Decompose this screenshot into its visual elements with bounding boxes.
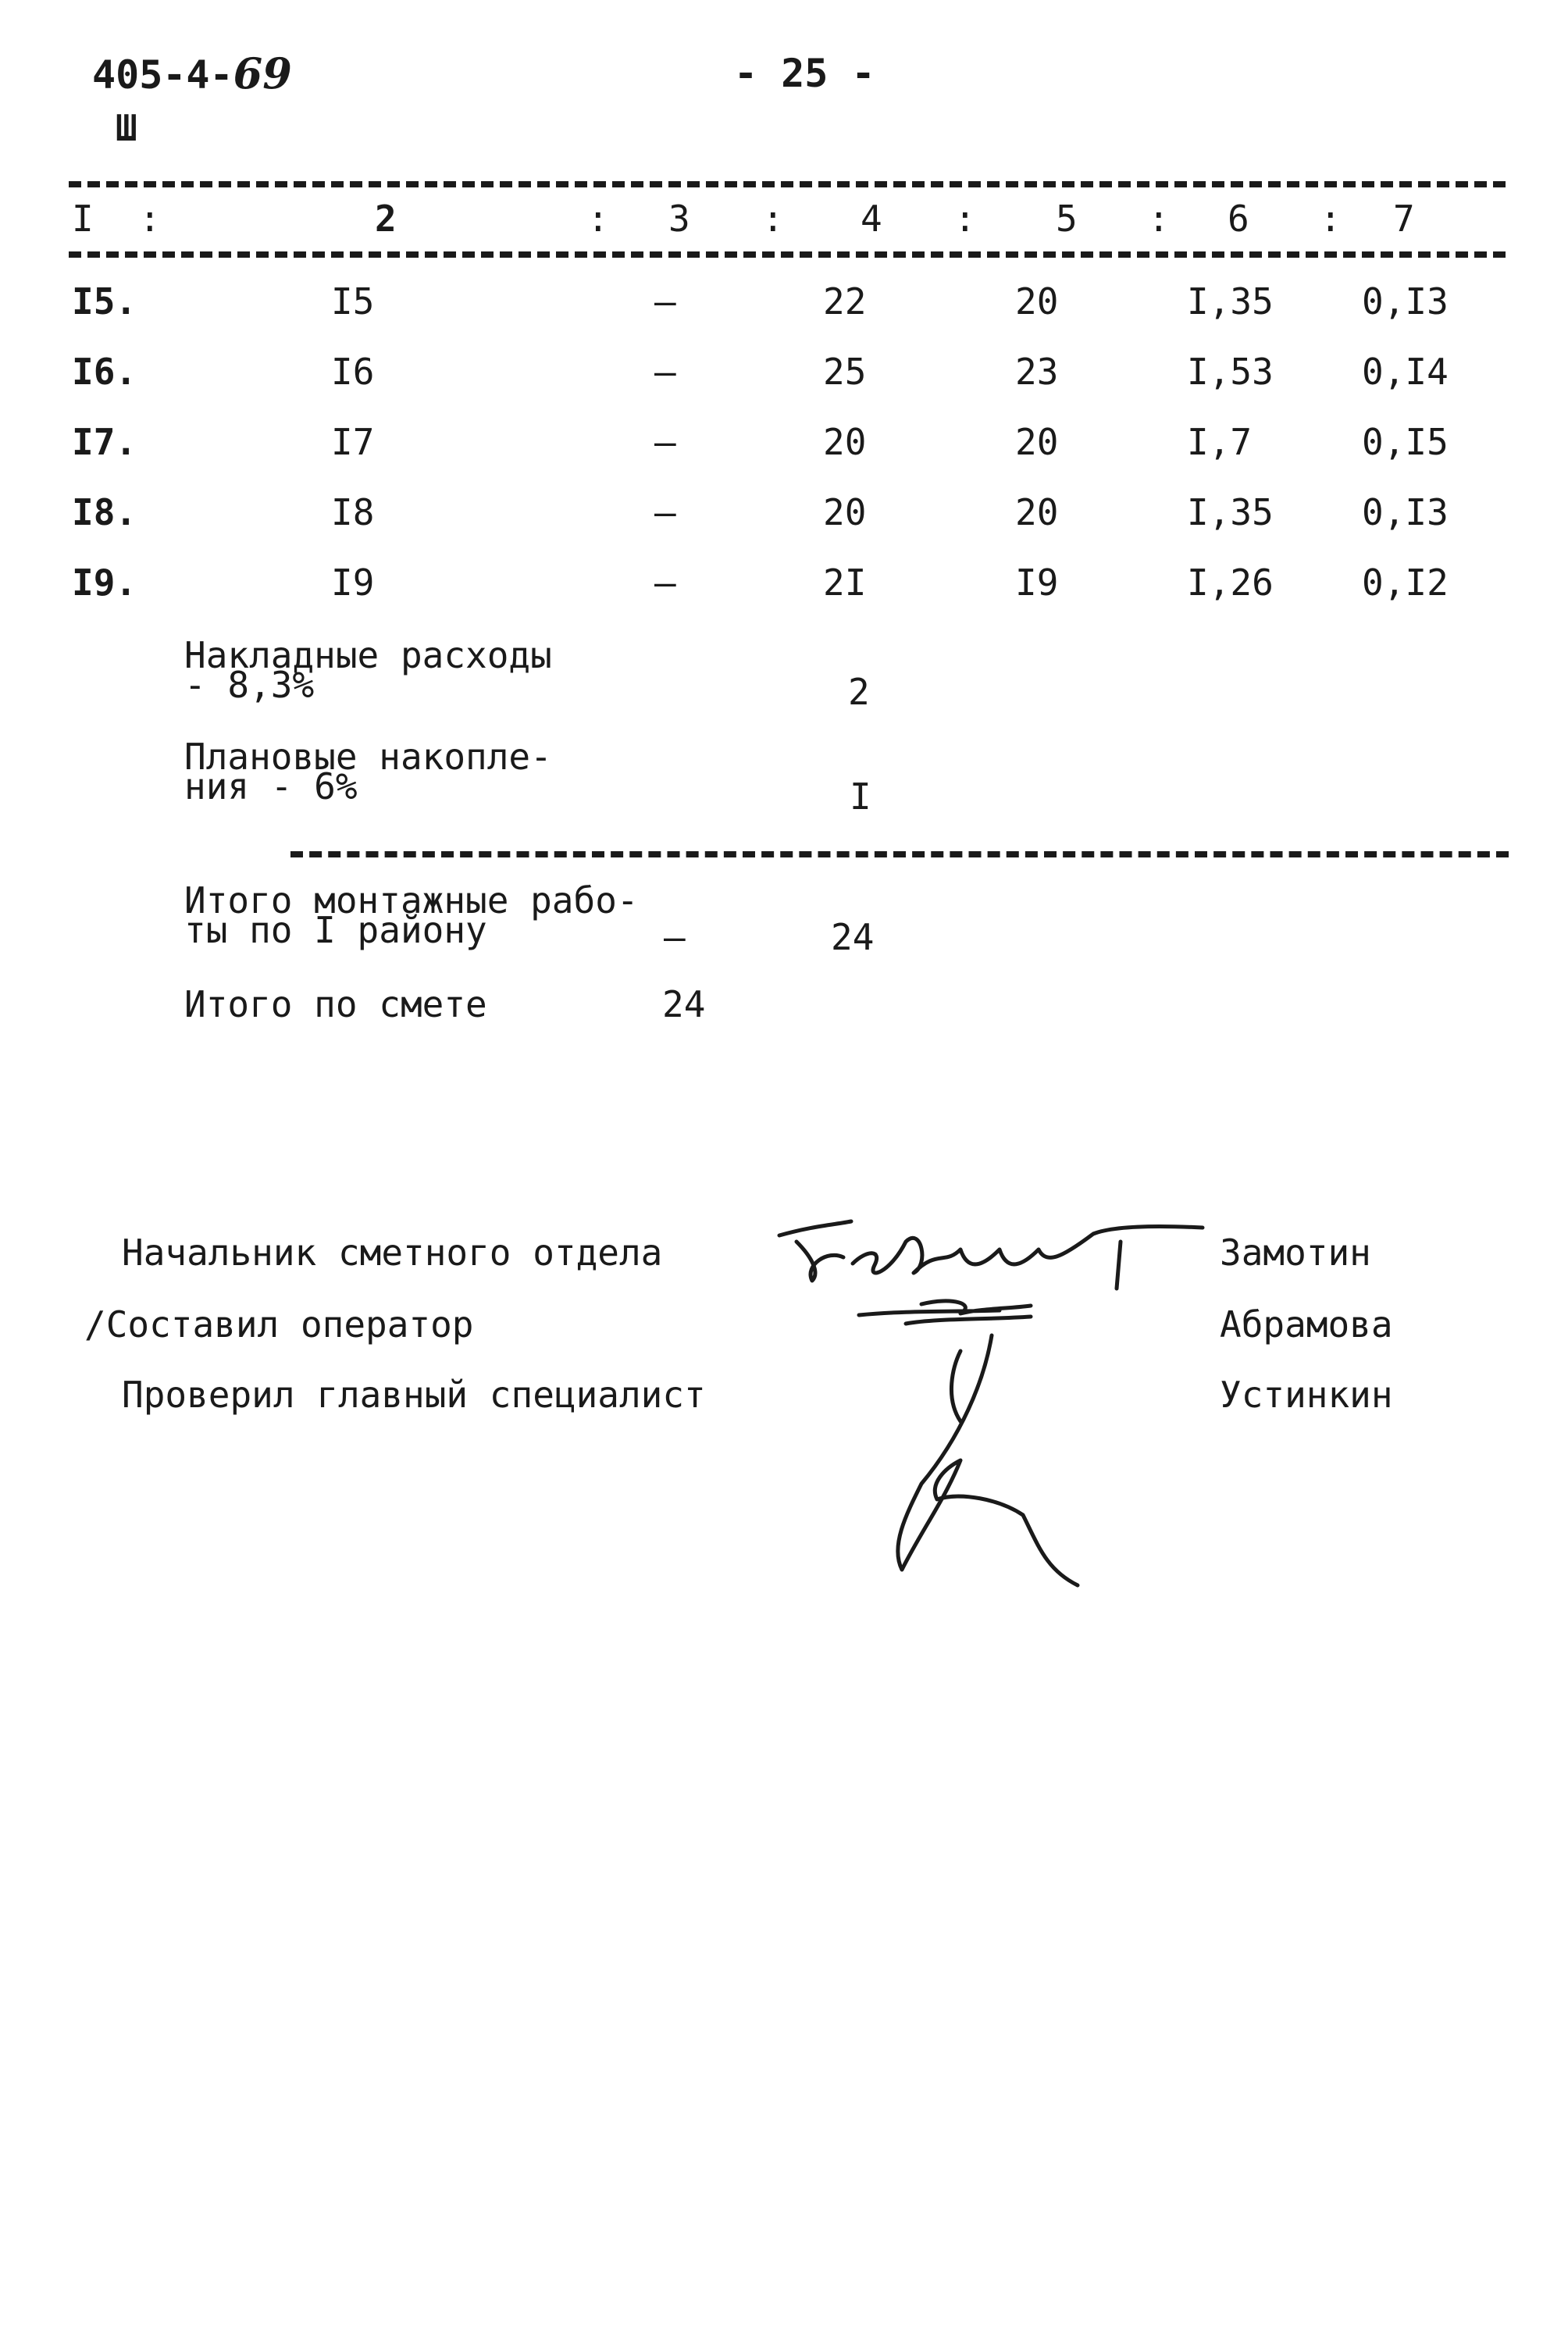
table-header-rule: [69, 251, 1506, 258]
planned-value: I: [850, 775, 871, 818]
table-cell-col6: I,53: [1187, 351, 1274, 393]
document-code-print: 405-4-: [92, 52, 233, 98]
table-cell-col1: I9.: [72, 561, 137, 604]
subtotal-label: [184, 879, 639, 951]
table-cell-col1: I5.: [72, 280, 137, 323]
subtotal-label-line2: ты по I району: [184, 909, 487, 951]
signature-zamotin-stroke: [779, 1221, 1203, 1281]
planned-label-line2: ния - 6%: [184, 765, 358, 807]
signature-zamotin-stroke: [1117, 1242, 1121, 1289]
column-separator: :: [762, 198, 784, 240]
column-separator: :: [587, 198, 609, 240]
column-separator: :: [954, 198, 976, 240]
table-cell-col5: I9: [1015, 561, 1059, 604]
signature-name-2: Абрамова: [1220, 1303, 1393, 1346]
table-cell-col4: 2I: [823, 561, 867, 604]
subtotal-col3: –: [664, 916, 686, 958]
subtotal-rule: [290, 851, 1509, 857]
table-cell-col3: –: [654, 280, 676, 323]
total-value: 24: [662, 983, 706, 1025]
table-cell-col6: I,7: [1187, 421, 1253, 463]
table-header-row: [0, 200, 1568, 239]
table-cell-col7: 0,I3: [1362, 491, 1449, 533]
column-header-3: 3: [668, 198, 690, 240]
table-row: [0, 561, 1568, 604]
table-cell-col4: 22: [823, 280, 867, 323]
signature-role-1: Начальник сметного отдела: [122, 1232, 663, 1274]
table-cell-col7: 0,I4: [1362, 351, 1449, 393]
table-cell-col6: I,35: [1187, 491, 1274, 533]
column-header-7: 7: [1393, 198, 1415, 240]
table-row: [0, 353, 1568, 392]
signature-role-2: /Составил оператор: [84, 1303, 474, 1346]
column-separator: :: [1320, 198, 1342, 240]
column-header-2: 2: [375, 198, 397, 240]
table-cell-col3: –: [654, 421, 676, 463]
table-cell-col1: I6.: [72, 351, 137, 393]
planned-label: [184, 736, 552, 807]
overhead-label-line1: Накладные расходы: [184, 634, 552, 676]
table-cell-col6: I,35: [1187, 280, 1274, 323]
table-cell-col5: 20: [1015, 421, 1059, 463]
handwritten-signatures: [765, 1218, 1234, 1609]
subtotal-label-line1: Итого монтажные рабо-: [184, 879, 639, 921]
column-header-4: 4: [861, 198, 882, 240]
table-cell-col2: I5: [331, 280, 375, 323]
column-separator: :: [139, 198, 161, 240]
table-cell-col5: 20: [1015, 491, 1059, 533]
signature-ustinkin-stroke: [898, 1335, 1078, 1585]
table-cell-col3: –: [654, 561, 676, 604]
overhead-value: 2: [848, 671, 870, 713]
table-row: [0, 280, 1568, 323]
volume-mark: Ш: [116, 107, 137, 149]
table-cell-col4: 25: [823, 351, 867, 393]
table-cell-col2: I9: [331, 561, 375, 604]
table-cell-col6: I,26: [1187, 561, 1274, 604]
table-cell-col3: –: [654, 351, 676, 393]
column-header-5: 5: [1056, 198, 1078, 240]
table-cell-col4: 20: [823, 491, 867, 533]
table-row: [0, 423, 1568, 462]
table-cell-col5: 20: [1015, 280, 1059, 323]
table-cell-col2: I8: [331, 491, 375, 533]
signature-name-3: Устинкин: [1220, 1374, 1393, 1416]
column-header-6: 6: [1228, 198, 1249, 240]
subtotal-value: 24: [831, 916, 875, 958]
page-number: - 25 -: [734, 51, 875, 96]
overhead-label-line2: - 8,3%: [184, 664, 315, 706]
table-cell-col7: 0,I3: [1362, 280, 1449, 323]
table-row: [0, 491, 1568, 533]
document-code-handwritten: 69: [233, 48, 292, 98]
table-cell-col4: 20: [823, 421, 867, 463]
table-top-rule: [69, 181, 1506, 187]
column-header-1: I: [72, 198, 94, 240]
total-label: Итого по смете: [184, 983, 487, 1025]
signature-role-3: Проверил главный специалист: [122, 1374, 706, 1416]
signature-name-1: Замотин: [1220, 1232, 1371, 1274]
planned-label-line1: Плановые накопле-: [184, 736, 552, 778]
table-cell-col5: 23: [1015, 351, 1059, 393]
table-cell-col7: 0,I5: [1362, 421, 1449, 463]
signature-abramova-stroke: [859, 1301, 1031, 1324]
table-cell-col2: I7: [331, 421, 375, 463]
column-separator: :: [1148, 198, 1170, 240]
overhead-label: [184, 634, 552, 706]
table-cell-col3: –: [654, 491, 676, 533]
document-code: [92, 48, 292, 98]
table-cell-col7: 0,I2: [1362, 561, 1449, 604]
table-cell-col2: I6: [331, 351, 375, 393]
table-cell-col1: I7.: [72, 421, 137, 463]
table-cell-col1: I8.: [72, 491, 137, 533]
